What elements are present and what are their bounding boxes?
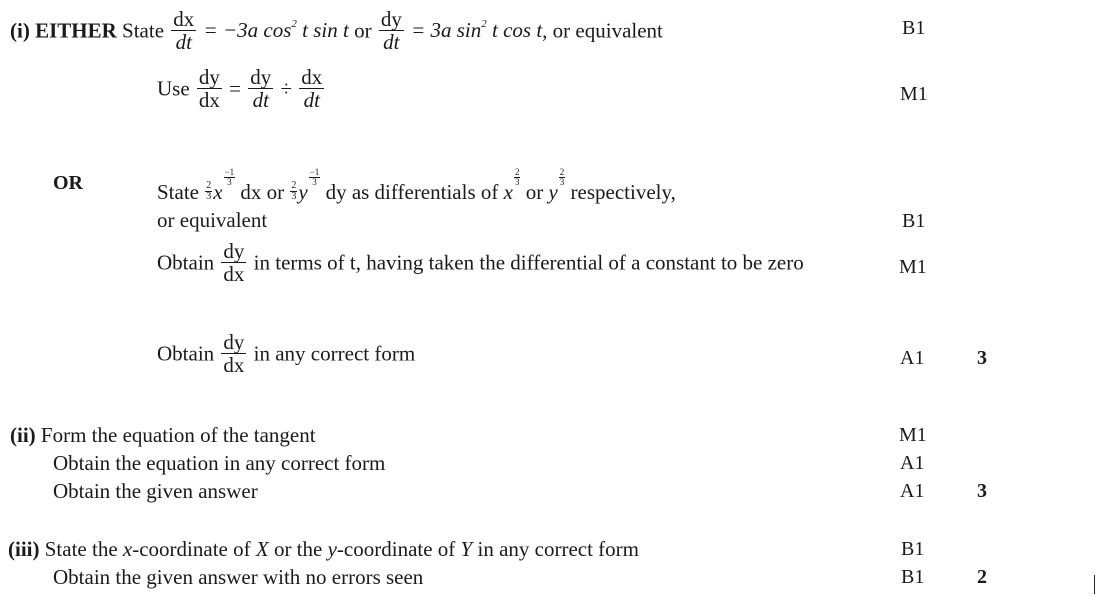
- dy-dt-expression: = 3a $\sin^2 t$ cos t: [411, 18, 543, 43]
- in-terms-text: in terms of t, having taken the differential of a constant to be zero: [253, 250, 804, 275]
- use-word: Use: [157, 76, 190, 101]
- mark-m1-obtain: M1: [899, 256, 927, 278]
- y-var: y: [298, 180, 308, 204]
- dx-dt-expression: = −3a $\cos^2 t$ sin t: [203, 18, 349, 43]
- mark-a1-obtain: A1: [900, 347, 925, 369]
- part-i-total: 3: [977, 347, 987, 369]
- part-iii-line-1: [8, 537, 639, 562]
- or-equivalent-line: or equivalent: [157, 208, 268, 232]
- two-thirds-exponent: $\frac{2}{3}$: [514, 167, 520, 187]
- state-word-2: State: [157, 180, 199, 204]
- dy-dx-fraction: $\frac{dy}{dx}$: [198, 65, 220, 113]
- two-thirds-fraction: $\frac{2}{3}$: [206, 179, 212, 202]
- dx-text: dx: [240, 180, 262, 204]
- two-thirds-fraction-2: $\frac{2}{3}$: [291, 179, 297, 202]
- y-italic: y: [327, 537, 337, 561]
- mark-a1-ii-b: A1: [900, 480, 925, 502]
- obtain-word: Obtain: [157, 250, 215, 275]
- equals-sign: =: [229, 76, 242, 101]
- or-the-text: or the: [268, 537, 328, 561]
- x-var: x: [213, 180, 223, 204]
- part-i-label: (i): [10, 18, 30, 43]
- dy-dt-fraction-2: $\frac{dy}{dt}$: [250, 65, 272, 113]
- mark-b1-or: B1: [902, 210, 926, 232]
- part-ii-line-3: Obtain the given answer: [53, 479, 258, 503]
- as-differentials-text: as differentials of: [351, 180, 499, 204]
- form-tangent-text: Form the equation of the tangent: [40, 423, 316, 447]
- or-word-2: or: [266, 180, 285, 204]
- respectively-text: respectively,: [570, 180, 676, 204]
- coordinate-of-text: -coordinate of: [132, 537, 256, 561]
- dy-dt-fraction: $\frac{dy}{dt}$: [380, 7, 402, 55]
- mark-b1-iii-a: B1: [901, 538, 925, 560]
- dy-dx-fraction-2: $\frac{dy}{dx}$: [223, 239, 245, 287]
- mark-m1-use: M1: [900, 83, 928, 105]
- part-ii-label: (ii): [10, 423, 36, 447]
- point-y-italic: Y: [460, 537, 473, 561]
- mark-b1-iii-b: B1: [901, 566, 925, 588]
- use-chain-rule-line: [157, 65, 326, 113]
- dy-text: dy: [325, 180, 347, 204]
- text-cursor: [1094, 575, 1095, 594]
- divide-sign: ÷: [280, 76, 293, 101]
- in-any-form-text-2: in any correct form: [472, 537, 639, 561]
- in-any-form-text: in any correct form: [253, 341, 416, 366]
- mark-a1-ii-a: A1: [900, 452, 925, 474]
- mark-m1-ii: M1: [899, 424, 927, 446]
- mark-b1-state: B1: [902, 17, 926, 39]
- part-iii-label: (iii): [8, 537, 40, 561]
- or-word: or: [354, 18, 372, 43]
- or-label: OR: [53, 172, 83, 194]
- obtain-word-2: Obtain: [157, 341, 215, 366]
- neg-one-third-exponent: $\frac{-1}{3}$: [224, 167, 235, 187]
- dx-dt-fraction-2: $\frac{dx}{dt}$: [301, 65, 323, 113]
- or-state-differentials-line: [157, 168, 676, 205]
- obtain-any-form-line: [157, 330, 416, 378]
- two-thirds-exponent-2: $\frac{2}{3}$: [559, 167, 565, 187]
- obtain-in-terms-line: [157, 239, 804, 287]
- dy-dx-fraction-3: $\frac{dy}{dx}$: [223, 330, 245, 378]
- or-word-3: or: [525, 180, 544, 204]
- coordinate-of-text-2: -coordinate of: [336, 537, 461, 561]
- part-iii-line-2: Obtain the given answer with no errors seen: [53, 565, 424, 589]
- part-ii-line-1: [10, 423, 316, 448]
- neg-one-third-exponent-2: $\frac{-1}{3}$: [309, 167, 320, 187]
- x-var-2: x: [503, 180, 513, 204]
- part-iii-total: 2: [977, 566, 987, 588]
- point-x-italic: X: [255, 537, 269, 561]
- state-word: State: [122, 18, 165, 43]
- y-var-2: y: [548, 180, 558, 204]
- or-equivalent-text: , or equivalent: [542, 18, 663, 43]
- dx-dt-fraction: $\frac{dx}{dt}$: [173, 7, 195, 55]
- x-italic: x: [122, 537, 133, 561]
- part-ii-line-2: Obtain the equation in any correct form: [53, 451, 386, 475]
- either-label: EITHER: [35, 18, 117, 43]
- part-i-line-1: [10, 7, 663, 55]
- state-the-text: State the: [44, 537, 123, 561]
- part-ii-total: 3: [977, 480, 987, 502]
